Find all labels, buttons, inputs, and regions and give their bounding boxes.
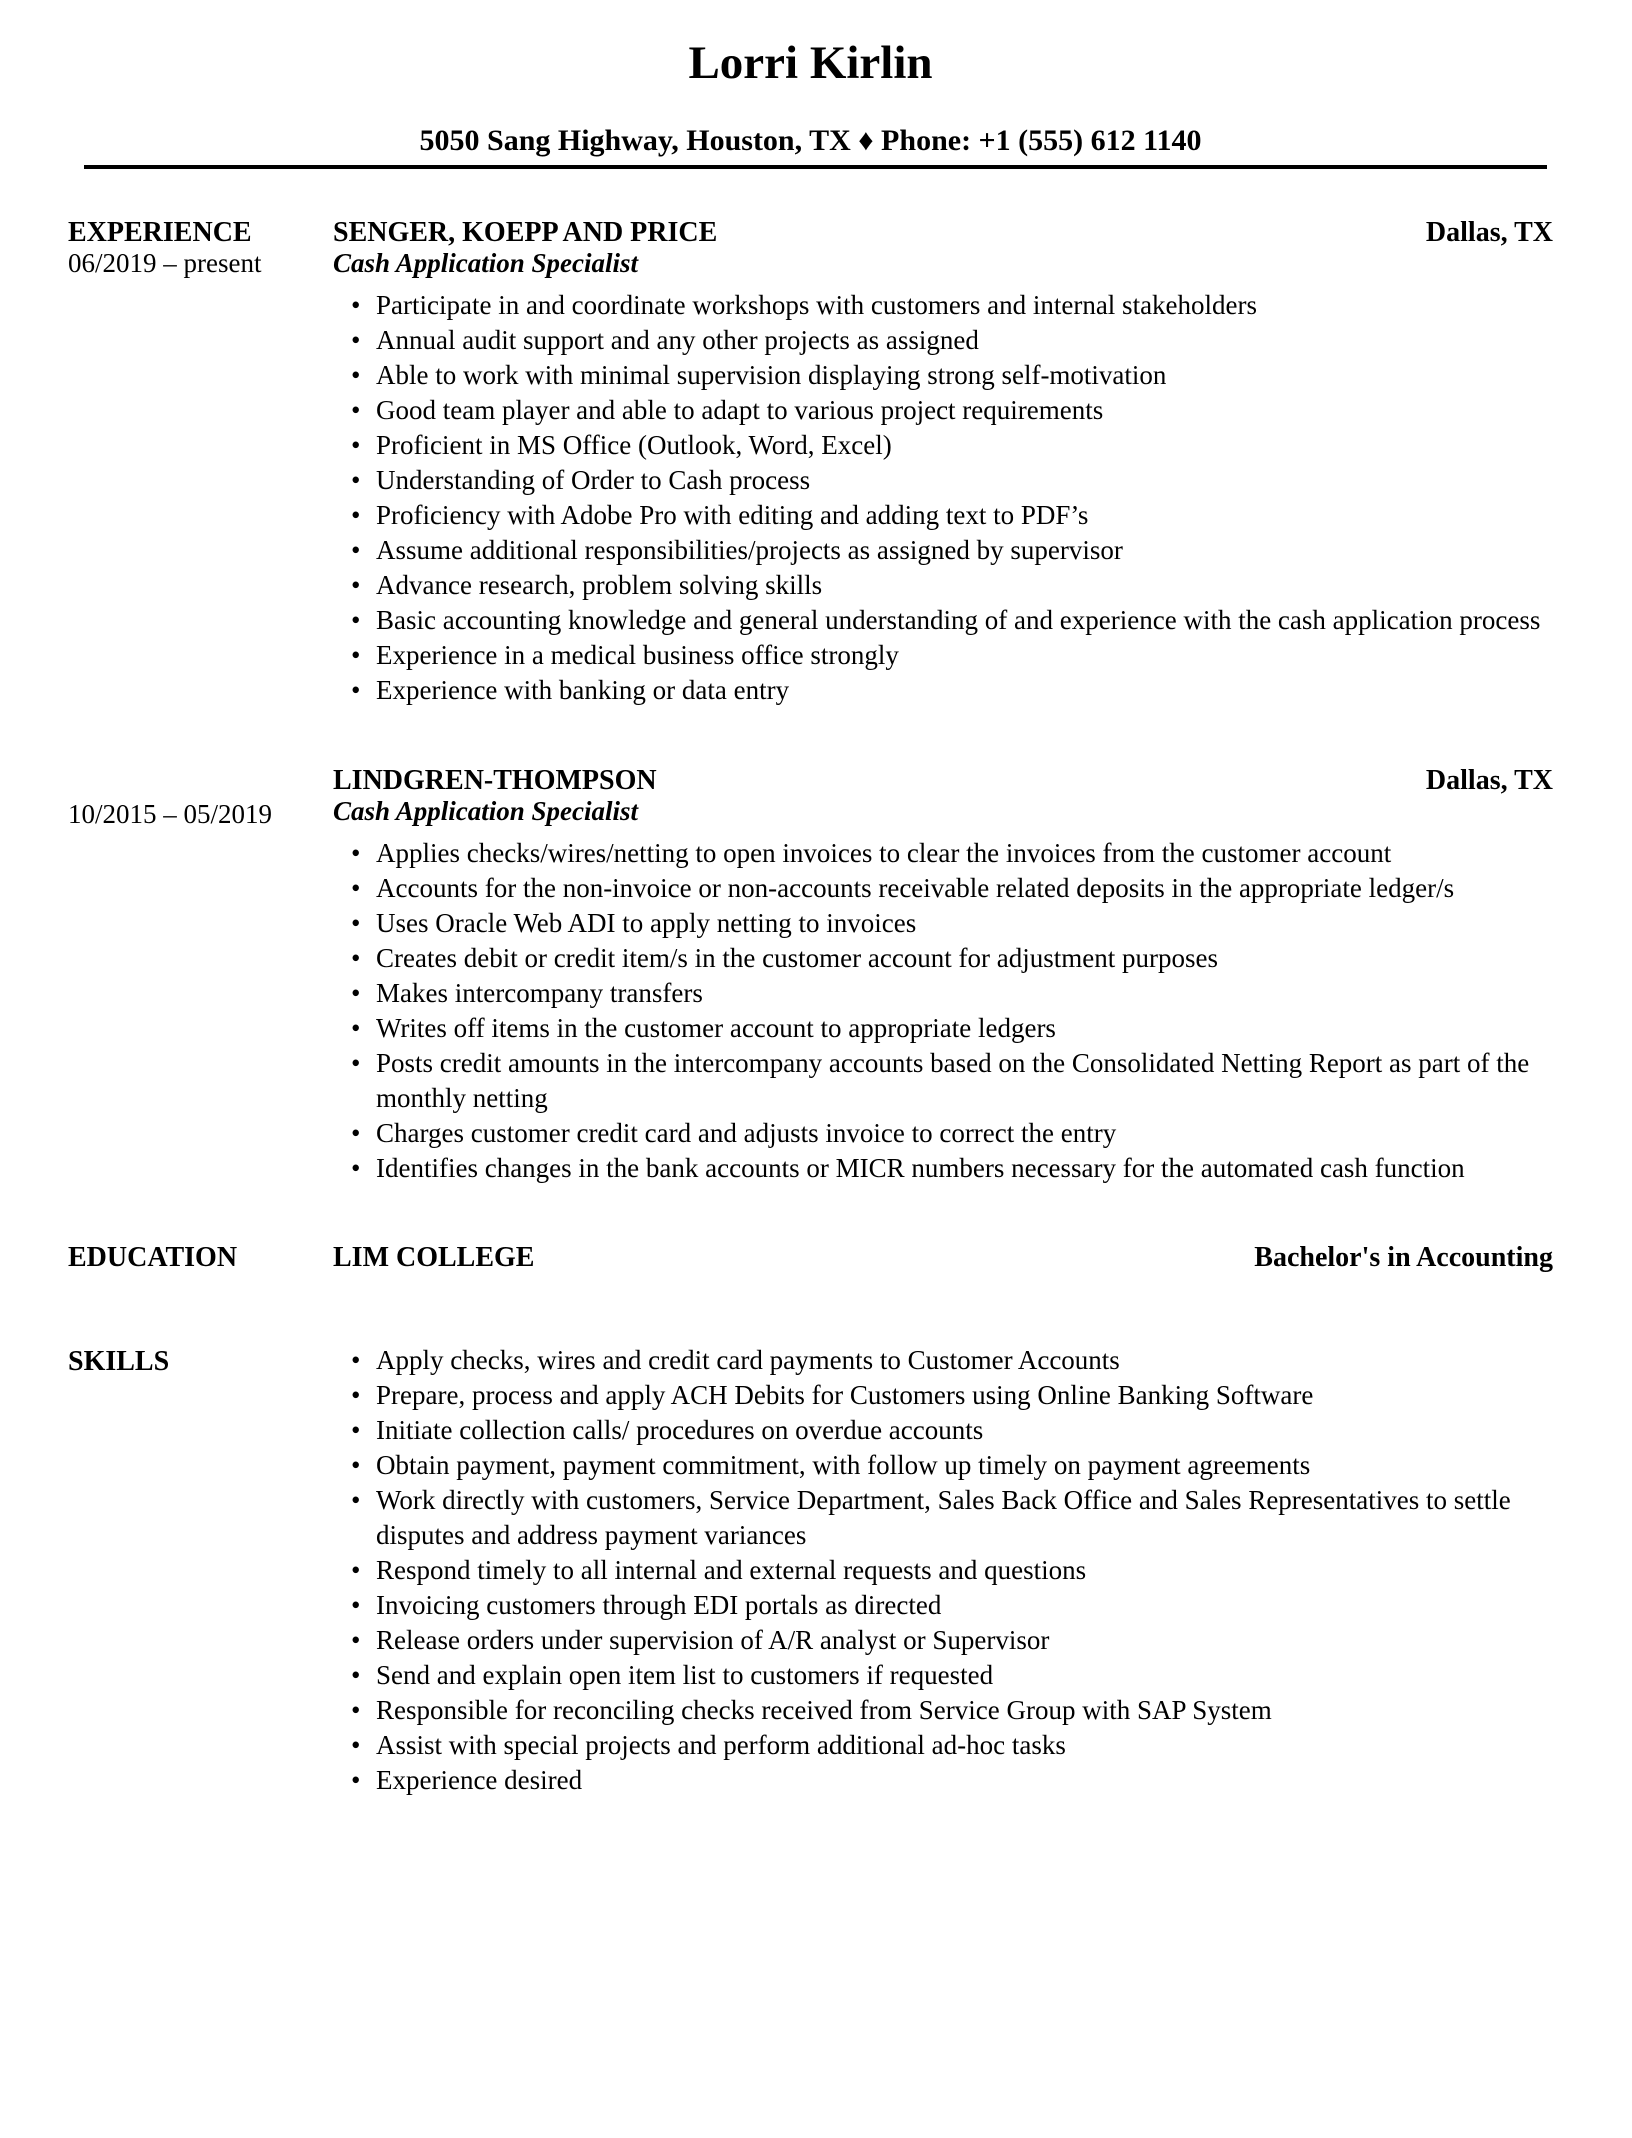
education-block [333,1243,1553,1273]
experience-left-column [68,218,333,278]
bullet-item: • Posts credit amounts in the intercompany accounts based on the Consolidated Netting Report as part of the monthly netting [333,1046,1553,1116]
job-block [333,766,1553,1186]
bullet-item: • Experience desired [333,1763,1553,1798]
bullet-item: • Charges customer credit card and adjusts invoice to correct the entry [333,1116,1553,1151]
degree-name: Bachelor's in Accounting [1254,1242,1553,1273]
bullet-item: • Accounts for the non-invoice or non-accounts receivable related deposits in the appropriate ledger/s [333,871,1553,906]
bullet-item: • Obtain payment, payment commitment, with follow up timely on payment agreements [333,1448,1553,1483]
resume-page [0,37,1632,2138]
bullet-item: • Uses Oracle Web ADI to apply netting to invoices [333,906,1553,941]
bullet-item: • Good team player and able to adapt to various project requirements [333,393,1553,428]
bullet-item: • Participate in and coordinate workshops with customers and internal stakeholders [333,288,1553,323]
bullet-item: • Able to work with minimal supervision displaying strong self-motivation [333,358,1553,393]
skills-section [68,1347,1553,1798]
job-dates: 10/2015 – 05/2019 [68,799,273,829]
bullet-item: • Responsible for reconciling checks received from Service Group with SAP System [333,1693,1553,1728]
bullet-item: • Initiate collection calls/ procedures on overdue accounts [333,1413,1553,1448]
skills-left-column [68,1347,333,1377]
bullet-item: • Apply checks, wires and credit card payments to Customer Accounts [333,1343,1553,1378]
job-location: Dallas, TX [1425,765,1553,796]
job-header [333,766,1553,796]
job-title: Cash Application Specialist [333,248,639,278]
page-title: Lorri Kirlin [688,37,933,89]
job-dates: 06/2019 – present [68,248,262,278]
job-block [333,218,1553,708]
header-divider [84,165,1547,169]
education-section [68,1243,1553,1273]
bullet-item: • Proficiency with Adobe Pro with editing and adding text to PDF’s [333,498,1553,533]
bullet-item: • Respond timely to all internal and external requests and questions [333,1553,1553,1588]
experience-left-column [68,766,333,829]
job-bullet-list [333,836,1553,1186]
company-name: LINDGREN-THOMPSON [333,765,657,796]
bullet-item: • Proficient in MS Office (Outlook, Word, Excel) [333,428,1553,463]
bullet-item: • Understanding of Order to Cash process [333,463,1553,498]
job-title: Cash Application Specialist [333,796,639,826]
skills-bullet-list [333,1343,1553,1798]
experience-job2-row [68,766,1553,1186]
contact-line: 5050 Sang Highway, Houston, TX ♦ Phone: +1 (555) 612 1140 [419,124,1202,157]
bullet-item: • Invoicing customers through EDI portals as directed [333,1588,1553,1623]
skills-section-label: SKILLS [68,1346,170,1377]
job-location: Dallas, TX [1425,217,1553,248]
bullet-item: • Experience with banking or data entry [333,673,1553,708]
bullet-item: • Send and explain open item list to customers if requested [333,1658,1553,1693]
school-name: LIM COLLEGE [333,1242,535,1273]
education-section-label: EDUCATION [68,1242,238,1273]
bullet-item: • Writes off items in the customer account to appropriate ledgers [333,1011,1553,1046]
bullet-item: • Applies checks/wires/netting to open invoices to clear the invoices from the customer account [333,836,1553,871]
company-name: SENGER, KOEPP AND PRICE [333,217,718,248]
bullet-item: • Assist with special projects and perform additional ad-hoc tasks [333,1728,1553,1763]
bullet-item: • Work directly with customers, Service Department, Sales Back Office and Sales Representatives to settle disputes and address payment variances [333,1483,1553,1553]
education-left-column [68,1243,333,1273]
bullet-item: • Release orders under supervision of A/R analyst or Supervisor [333,1623,1553,1658]
bullet-item: • Basic accounting knowledge and general understanding of and experience with the cash application process [333,603,1553,638]
skills-block [333,1347,1553,1798]
job-bullet-list [333,288,1553,708]
bullet-item: • Advance research, problem solving skills [333,568,1553,603]
bullet-item: • Creates debit or credit item/s in the customer account for adjustment purposes [333,941,1553,976]
bullet-item: • Assume additional responsibilities/projects as assigned by supervisor [333,533,1553,568]
bullet-item: • Prepare, process and apply ACH Debits for Customers using Online Banking Software [333,1378,1553,1413]
bullet-item: • Identifies changes in the bank accounts or MICR numbers necessary for the automated cash function [333,1151,1553,1186]
experience-section [68,218,1553,708]
experience-section-label: EXPERIENCE [68,217,252,248]
bullet-item: • Annual audit support and any other projects as assigned [333,323,1553,358]
bullet-item: • Experience in a medical business office strongly [333,638,1553,673]
job-header [333,218,1553,248]
bullet-item: • Makes intercompany transfers [333,976,1553,1011]
resume-header [68,37,1553,169]
